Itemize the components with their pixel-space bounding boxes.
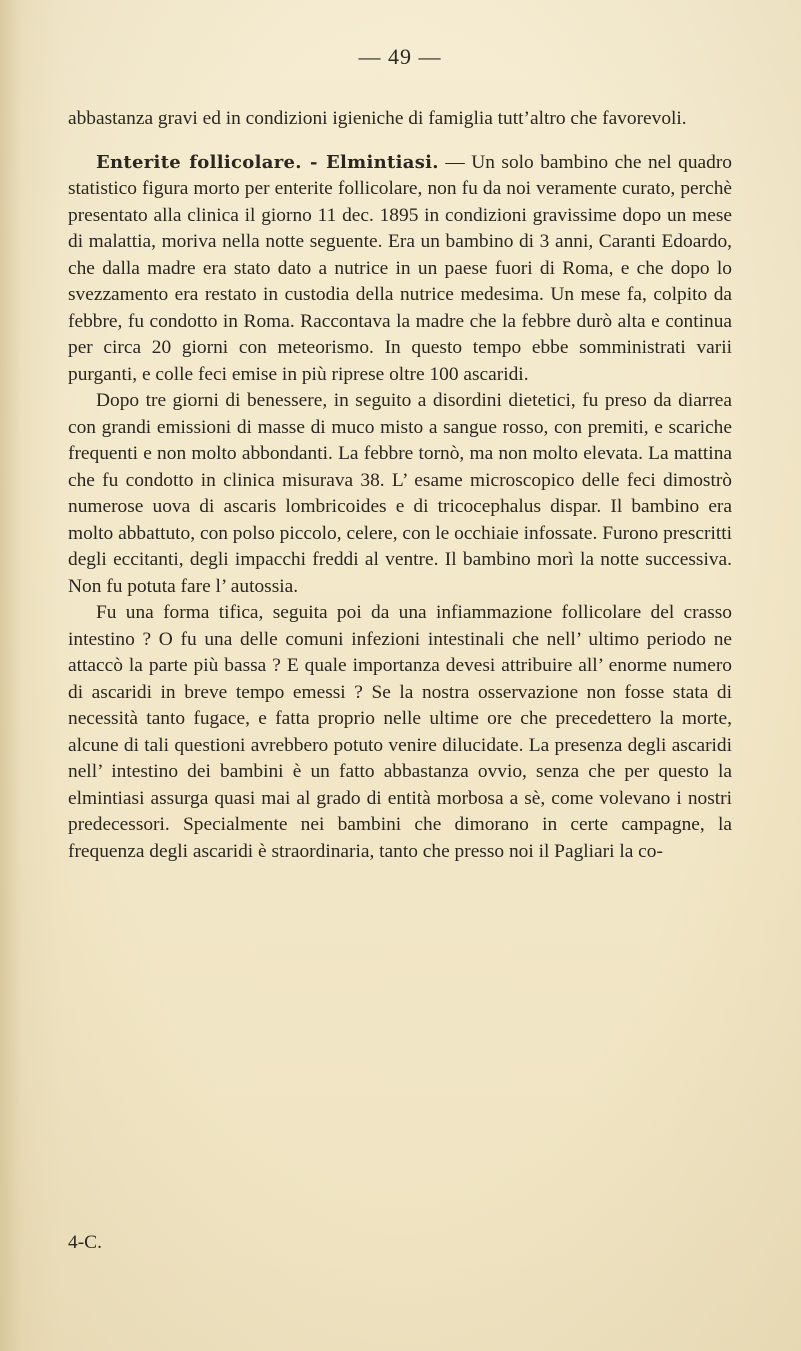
section-heading: Enterite follicolare. - Elmintiasi. xyxy=(96,151,439,173)
paragraph-2 xyxy=(68,150,732,389)
paragraph-3: Dopo tre giorni di benessere, in seguito a disordini dietetici, fu preso da diarrea con grandi emissioni di masse di muco misto a sangue rosso, con premiti, e scariche frequenti e non molto abbondanti. La febbre tornò, ma non molto elevata. La mattina che fu condotto in clinica misurava 38. L’ esame microscopico delle feci dimostrò numerose uova di ascaris lombricoides e di tricocephalus dispar. Il bambino era molto abbattuto, con polso piccolo, celere, con le occhiaie infossate. Furono prescritti degli eccitanti, degli impacchi freddi al ventre. Il bambino morì la notte successiva. Non fu potuta fare l’ autossia. xyxy=(68,390,732,597)
paragraph-2-text: — Un solo bambino che nel quadro statistico figura morto per enterite follicolare, non fu da noi veramente curato, perchè presentato alla clinica il giorno 11 dec. 1895 in condizioni gravissime dopo un mese di malattia, moriva nella notte seguente. Era un bambino di 3 anni, Caranti Edoardo, che dalla madre era stato dato a nutrice in un paese fuori di Roma, e che dopo lo svezzamento era restato in custodia della nutrice medesima. Un mese fa, colpito da febbre, fu condotto in Roma. Raccontava la madre che la febbre durò alta e continua per circa 20 giorni con meteorismo. In questo tempo ebbe somministrati varii purganti, e colle feci emise in più riprese oltre 100 ascaridi. xyxy=(68,151,732,385)
page-number: — 49 — xyxy=(358,44,442,69)
body-text xyxy=(68,106,732,865)
signature-mark: 4-C. xyxy=(68,1232,102,1253)
paragraph-4: Fu una forma tifica, seguita poi da una infiammazione follicolare del crasso intestino ? O fu una delle comuni infezioni intestinali che nell’ ultimo periodo ne attaccò la parte più bassa ? E quale importanza devesi attribuire all’ enorme numero di ascaridi in breve tempo emessi ? Se la nostra osservazione non fosse stata di necessità tanto fugace, e fatta proprio nelle ultime ore che precedettero la morte, alcune di tali questioni avrebbero potuto venire dilucidate. La presenza degli ascaridi nell’ intestino dei bambini è un fatto abbastanza ovvio, senza che per questo la elmintiasi assurga quasi mai al grado di entità morbosa a sè, come volevano i nostri predecessori. Specialmente nei bambini che dimorano in certe campagne, la frequenza degli ascaridi è straordinaria, tanto che presso noi il Pagliari la co- xyxy=(68,602,732,862)
paragraph-1: abbastanza gravi ed in condizioni igieniche di famiglia tutt’altro che favorevoli. xyxy=(68,108,687,129)
